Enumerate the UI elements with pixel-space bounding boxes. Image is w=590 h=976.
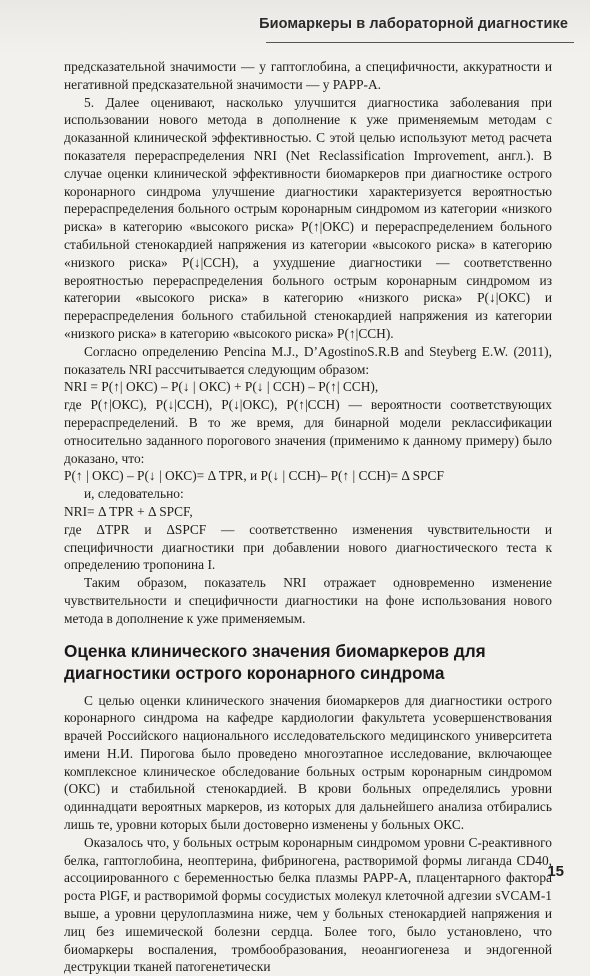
paragraph-nri-summary: Таким образом, показатель NRI отражает одновременно изменение чувствительности и специфичности диагностики на фоне использования нового метода в дополнение к уже применяемым. <box>64 575 552 626</box>
formula-nri-sum: NRI= Δ TPR + Δ SPCF, <box>64 503 193 519</box>
page-number: 15 <box>547 863 564 880</box>
paragraph-nri-method: 5. Далее оценивают, насколько улучшится диагностика заболевания при использовании нового метода в дополнение к уже применяемым методам с доказанной клинической эффективностью. С этой целью используют метод расчета показателя перераспределения NRI (Net Reclassification Improvement, англ.). В случае оценки клинической эффективности биомаркеров при диагностике острого коронарного синдрома улучшение диагностики характеризуется вероятностью перераспределения больного острым коронарным синдромом из категории «низкого риска» в категорию «высокого риска» P(↑|ОКС) и перераспределением больного стабильной стенокардией напряжения из категории «высокого риска» в категорию «низкого риска» P(↓|ССН), а ухудшение диагностики — соответственно вероятностью перераспределения больного острым коронарным синдромом из категории «высокого риска» в категорию «низкого риска» P(↓|ОКС) и перераспределения больного стабильной стенокардией напряжения из категории «низкого риска» в категорию «высокого риска» P(↑|ССН). <box>64 94 552 341</box>
paragraph-consequently: и, следовательно: <box>84 486 184 502</box>
page-body <box>64 58 552 976</box>
header-rule <box>266 42 574 43</box>
paragraph-continuation: предсказательной значимости — у гаптоглобина, а специфичности, аккуратности и негативной предсказательной значимости — у PAPP-A. <box>64 59 552 92</box>
formula-nri: NRI = P(↑| ОКС) – P(↓ | ОКС) + P(↓ | ССН) – P(↑| ССН), <box>64 379 379 395</box>
paragraph-study-description: С целью оценки клинического значения биомаркеров для диагностики острого коронарного синдрома на кафедре кардиологии факультета усовершенствования врачей Российского национального исследовательского медицинского университета имени Н.И. Пирогова было проведено многоэтапное исследование, включающее комплексное клиническое обследование больных острым коронарным синдромом (ОКС) и стабильной стенокардией. В крови больных определялись уровни одиннадцати вероятных маркеров, из которых для дальнейшего анализа отбирались лишь те, уровни которых были достоверно изменены у больных ОКС. <box>64 692 552 833</box>
paragraph-study-results: Оказалось что, у больных острым коронарным синдромом уровни С-реактивного белка, гаптоглобина, неоптерина, фибриногена, растворимой формы лиганда CD40, ассоциированного с беременностью белка плазмы PAPP-A, плацентарного фактора роста PlGF, и растворимой формы сосудистых молекул клеточной адгезии sVCAM-1 выше, а уровни церулоплазмина ниже, чем у больных стенокардией напряжения и лиц без ишемической болезни сердца. Более того, было установлено, что биомаркеры воспаления, тромбообразования, неоангиогенеза и эндогенной деструкции тканей патогенетически <box>64 834 552 975</box>
formula-tpr-spcf: P(↑ | ОКС) – P(↓ | ОКС)= Δ TPR, и P(↓ | ССН)– P(↑ | ССН)= Δ SPCF <box>64 468 444 484</box>
paragraph-probabilities: где P(↑|ОКС), P(↓|ССН), P(↓|ОКС), P(↑|ССН) — вероятности соответствующих перераспределений. В то же время, для бинарной модели реклассификации относительно заданного порогового значения (применимо к данному примеру) было доказано, что: <box>64 397 552 466</box>
paragraph-delta-definitions: где ΔTPR и ΔSPCF — соответственно изменения чувствительности и специфичности диагностики при добавлении нового диагностического теста к определению тропонина I. <box>64 521 552 573</box>
section-heading: Оценка клинического значения биомаркеров для диагностики острого коронарного синдрома <box>64 640 486 683</box>
running-title: Биомаркеры в лабораторной диагностике <box>259 16 568 32</box>
paragraph-pencina-definition: Согласно определению Pencina M.J., D’AgostinoS.R.B and Steyberg E.W. (2011), показатель NRI рассчитывается следующим образом: <box>64 343 552 377</box>
